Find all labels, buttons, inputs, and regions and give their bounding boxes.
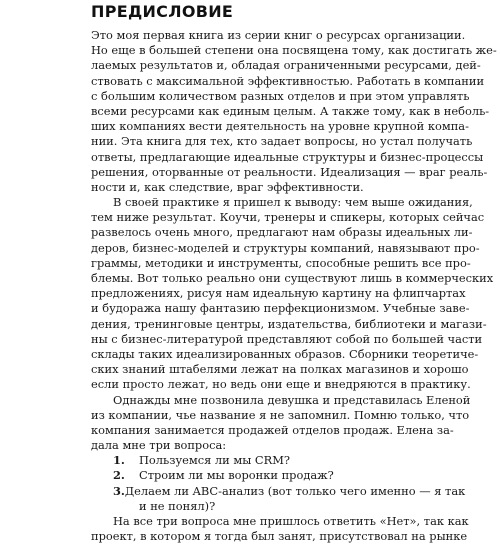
body-text	[91, 28, 497, 544]
list-item	[91, 468, 405, 483]
text-line: Однажды мне позвонила девушка и представилась Еленой	[113, 392, 471, 407]
page-heading: ПРЕДИСЛОВИЕ	[91, 2, 234, 21]
text-line: тем ниже результат. Коучи, тренеры и спикеры, которых сейчас	[91, 210, 485, 225]
text-line: Но еще в большей степени она посвящена тому, как достигать же-	[91, 43, 497, 58]
text-line: если просто лежат, но ведь они еще и внедряются в практику.	[91, 377, 471, 392]
text-line: ских знаний штабелями лежат на полках магазинов и хорошо	[91, 362, 469, 377]
text-line: компания занимается продажей отделов продаж. Елена за-	[91, 422, 454, 437]
text-line: ны с бизнес-литературой представляют собой по большей части	[91, 331, 483, 346]
list-item-continuation	[91, 499, 405, 514]
text-line: нии. Эта книга для тех, кто задает вопросы, но устал получать	[91, 134, 473, 149]
list-text: Пользуемся ли мы CRM?	[139, 453, 290, 468]
paragraph-1	[91, 28, 497, 195]
text-line: дения, тренинговые центры, издательства, библиотеки и магази-	[91, 316, 487, 331]
text-line: с большим количеством разных отделов и при этом управлять	[91, 88, 470, 103]
paragraph-3	[91, 392, 471, 454]
text-line: лаемых результатов и, обладая ограниченными ресурсами, дей-	[91, 58, 481, 73]
text-line: граммы, методики и инструменты, способные решить все про-	[91, 255, 471, 270]
text-line: деров, бизнес-моделей и структуры компаний, навязывают про-	[91, 240, 480, 255]
text-line: и будоража нашу фантазию перфекционизмом. Учебные заве-	[91, 301, 470, 316]
text-line: склады таких идеализированных образов. Сборники теоретиче-	[91, 346, 479, 361]
list-number: 2.	[113, 468, 125, 483]
list-number: 1.	[113, 453, 125, 468]
text-line: дала мне три вопроса:	[91, 438, 227, 453]
text-line: ствовать с максимальной эффективностью. Работать в компании	[91, 73, 485, 88]
list-text: Строим ли мы воронки продаж?	[139, 468, 334, 483]
text-line: предложениях, рисуя нам идеальную картину на флипчартах	[91, 286, 466, 301]
list-item	[91, 453, 405, 468]
text-line: ответы, предлагающие идеальные структуры и бизнес-процессы	[91, 149, 484, 164]
text-line: В своей практике я пришел к выводу: чем выше ожидания,	[113, 195, 473, 210]
text-line: всеми ресурсами как единым целым. А также тому, как в неболь-	[91, 103, 490, 118]
paragraph-2	[91, 195, 494, 392]
text-line: ности и, как следствие, враг эффективности.	[91, 179, 364, 194]
text-line: Это моя первая книга из серии книг о ресурсах организации.	[91, 28, 466, 42]
text-line: ших компаниях вести деятельность на уровне крупной компа-	[91, 119, 469, 134]
text-line: На все три вопроса мне пришлось ответить «Нет», так как	[113, 514, 469, 528]
text-line: развелось очень много, предлагают нам образы идеальных ли-	[91, 225, 473, 240]
list-text: и не понял)?	[139, 498, 216, 513]
text-line: проект, в котором я тогда был занят, присутствовал на рынке	[91, 529, 468, 544]
text-line: из компании, чье название я не запомнил. Помню только, что	[91, 407, 470, 422]
list-item	[91, 483, 466, 499]
text-line: блемы. Вот только реально они существуют лишь в коммерческих	[91, 271, 494, 285]
list-text: Делаем ли ABC-анализ (вот только чего именно — я так	[124, 483, 466, 498]
list-number: 3.	[113, 483, 125, 498]
paragraph-4	[91, 514, 469, 544]
text-line: решения, оторванные от реальности. Идеализация — враг реаль-	[91, 164, 488, 179]
questions-list	[91, 453, 466, 514]
